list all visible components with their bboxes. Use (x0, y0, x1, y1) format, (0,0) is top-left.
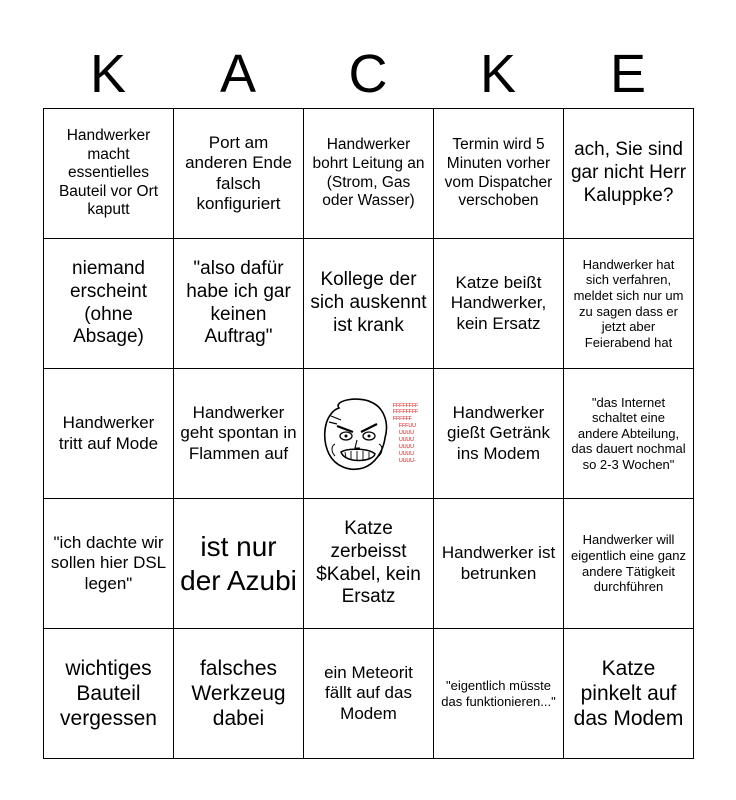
bingo-cell[interactable]: "das Internet schaltet eine andere Abteilung, das dauert nochmal so 2-3 Wochen" (564, 369, 694, 499)
grid-row (44, 109, 694, 239)
grid-row (44, 239, 694, 369)
rage-text-line: FFFFFF (392, 416, 412, 423)
bingo-cell[interactable]: Handwerker gießt Getränk ins Modem (434, 369, 564, 499)
header-letter: K (479, 44, 517, 104)
bingo-cell[interactable]: ist nur der Azubi (174, 499, 304, 629)
rage-text-line: FFFFFFFF (392, 409, 419, 416)
bingo-header (43, 40, 693, 108)
bingo-cell[interactable]: Handwerker ist betrunken (434, 499, 564, 629)
grid-row (44, 369, 694, 499)
free-space-cell[interactable] (304, 369, 434, 499)
bingo-cell[interactable]: wichtiges Bauteil vergessen (44, 629, 174, 759)
free-space (304, 394, 433, 474)
grid-row (44, 629, 694, 759)
bingo-cell[interactable]: ein Meteorit fällt auf das Modem (304, 629, 434, 759)
bingo-cell[interactable]: Katze zerbeisst $Kabel, kein Ersatz (304, 499, 434, 629)
bingo-cell[interactable]: Handwerker geht spontan in Flammen auf (174, 369, 304, 499)
bingo-cell[interactable]: niemand erscheint (ohne Absage) (44, 239, 174, 369)
header-letter: E (609, 44, 647, 104)
bingo-cell[interactable]: Port am anderen Ende falsch konfiguriert (174, 109, 304, 239)
bingo-cell[interactable]: "also dafür habe ich gar keinen Auftrag" (174, 239, 304, 369)
bingo-cell[interactable]: Katze pinkelt auf das Modem (564, 629, 694, 759)
header-letter: K (89, 44, 127, 104)
bingo-grid (43, 108, 694, 759)
bingo-cell[interactable]: Handwerker bohrt Leitung an (Strom, Gas oder Wasser) (304, 109, 434, 239)
rage-text-line: UUUU (398, 443, 414, 450)
bingo-cell[interactable]: Termin wird 5 Minuten vorher vom Dispatcher verschoben (434, 109, 564, 239)
header-letter: C (348, 44, 388, 104)
rage-text-line: UUUU (398, 436, 414, 443)
bingo-cell[interactable]: Handwerker hat sich verfahren, meldet sich nur um zu sagen dass er jetzt aber Feierabend hat (564, 239, 694, 369)
bingo-cell[interactable]: Handwerker tritt auf Mode (44, 369, 174, 499)
grid-row (44, 499, 694, 629)
bingo-cell[interactable]: Katze beißt Handwerker, kein Ersatz (434, 239, 564, 369)
rage-text-line: UUUU (398, 430, 414, 437)
rage-text (393, 403, 418, 465)
bingo-cell[interactable]: Kollege der sich auskennt ist krank (304, 239, 434, 369)
rage-face-icon (319, 394, 391, 474)
bingo-cell[interactable]: Handwerker macht essentielles Bauteil vor Ort kaputt (44, 109, 174, 239)
bingo-cell[interactable]: "ich dachte wir sollen hier DSL legen" (44, 499, 174, 629)
bingo-cell[interactable]: ach, Sie sind gar nicht Herr Kaluppke? (564, 109, 694, 239)
bingo-cell[interactable]: falsches Werkzeug dabei (174, 629, 304, 759)
bingo-cell[interactable]: "eigentlich müsste das funktionieren..." (434, 629, 564, 759)
header-letter: A (219, 44, 257, 104)
rage-text-line: UUUU (398, 450, 414, 457)
bingo-cell[interactable]: Handwerker will eigentlich eine ganz andere Tätigkeit durchführen (564, 499, 694, 629)
rage-text-line: FFFUU (398, 423, 416, 430)
rage-text-line: UUUU- (398, 457, 416, 464)
rage-text-line: FFFFFFFF (392, 402, 419, 409)
